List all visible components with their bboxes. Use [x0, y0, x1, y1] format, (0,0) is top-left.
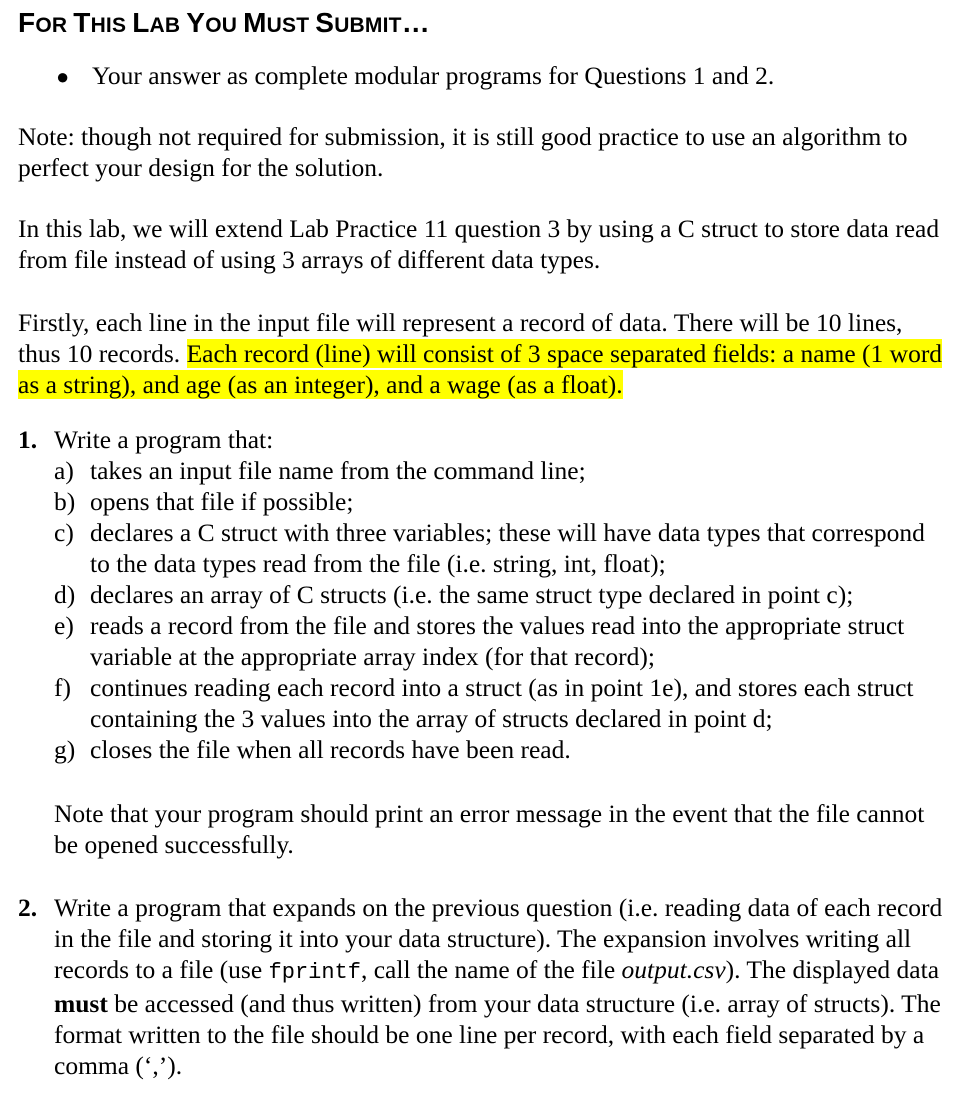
step-a — [54, 455, 943, 486]
step-text: declares an array of C structs (i.e. the same struct type declared in point c); — [90, 580, 854, 609]
question-2-text-2: , call the name of the file — [360, 955, 622, 984]
heading-part-his: HIS — [90, 14, 133, 37]
heading-cap-m: M — [243, 7, 267, 38]
step-text: continues reading each record into a struct (as in point 1e), and stores each struct containing the 3 values into the array of structs declared in point d; — [90, 673, 914, 733]
question-2-text-3: ). The displayed data — [725, 955, 940, 984]
question-1-steps — [18, 455, 943, 765]
step-e — [54, 610, 943, 672]
step-text: takes an input file name from the command line; — [90, 456, 586, 485]
step-letter: e) — [54, 611, 74, 640]
heading-part-ubmit: UBMIT — [334, 14, 402, 37]
page-title — [18, 6, 430, 43]
bullet-text: Your answer as complete modular programs for Questions 1 and 2. — [92, 61, 775, 90]
heading-cap-y: Y — [186, 7, 206, 38]
step-text: reads a record from the file and stores the values read into the appropriate struct variable at the appropriate array index (for that record); — [90, 611, 905, 671]
heading-part-ab: AB — [149, 14, 187, 37]
fprintf-code: fprintf — [268, 960, 361, 985]
step-letter: g) — [54, 735, 76, 764]
step-c — [54, 517, 943, 579]
question-2 — [18, 892, 943, 1081]
question-1-note: Note that your program should print an error message in the event that the file cannot be opened successfully. — [54, 799, 925, 859]
question-2-header — [18, 892, 943, 1081]
must-emphasis: must — [54, 989, 108, 1018]
heading-part-or: OR — [35, 14, 74, 37]
question-2-number: 2. — [18, 893, 38, 922]
step-text: declares a C struct with three variables; these will have data types that correspond to the data types read from the file (i.e. string, int, float); — [90, 518, 925, 578]
step-text: opens that file if possible; — [90, 487, 354, 516]
submission-bullet — [56, 60, 774, 92]
heading-part-ou: OU — [205, 14, 244, 37]
question-2-text-1: Write a program that expands on the previous question (i.e. reading data of each record in the file and storing it into your data structure). The expansion involves writing all records to a file (use — [54, 893, 943, 984]
question-1 — [18, 424, 943, 765]
output-filename: output.csv — [621, 955, 726, 984]
firstly-plain-text: Firstly, each line in the input file will represent a record of data. There will be 10 lines, thus 10 records. — [18, 308, 903, 368]
step-letter: a) — [54, 456, 74, 485]
step-d — [54, 579, 943, 610]
step-g — [54, 734, 943, 765]
heading-ellipsis: … — [401, 7, 430, 38]
highlighted-text: Each record (line) will consist of 3 space separated fields: a name (1 word as a string), and age (as an integer), and a wage (as a float). — [18, 339, 943, 399]
question-1-number: 1. — [18, 425, 38, 454]
question-1-header — [18, 424, 943, 455]
firstly-paragraph — [18, 307, 943, 400]
step-letter: d) — [54, 580, 76, 609]
question-2-body — [54, 892, 943, 1081]
step-letter: b) — [54, 487, 76, 516]
heading-cap-t: T — [73, 7, 91, 38]
note-intro-paragraph: Note: though not required for submission, it is still good practice to use an algorithm to perfect your design for the solution. — [18, 122, 908, 182]
heading-cap-s: S — [315, 7, 335, 38]
step-text: closes the file when all records have been read. — [90, 735, 571, 764]
step-letter: f) — [54, 673, 71, 702]
bullet-dot-icon: ● — [56, 64, 70, 89]
heading-part-ust: UST — [266, 14, 316, 37]
heading-cap-l: L — [132, 7, 150, 38]
question-2-text-4: be accessed (and thus written) from your data structure (i.e. array of structs). The format written to the file should be one line per record, with each field separated by a comma (‘,’). — [54, 989, 941, 1080]
step-b — [54, 486, 943, 517]
question-1-title: Write a program that: — [54, 425, 274, 454]
step-letter: c) — [54, 518, 74, 547]
step-f — [54, 672, 943, 734]
intro-paragraph: In this lab, we will extend Lab Practice 11 question 3 by using a C struct to store data read from file instead of using 3 arrays of different data types. — [18, 214, 940, 274]
heading-cap-f: F — [18, 7, 36, 38]
